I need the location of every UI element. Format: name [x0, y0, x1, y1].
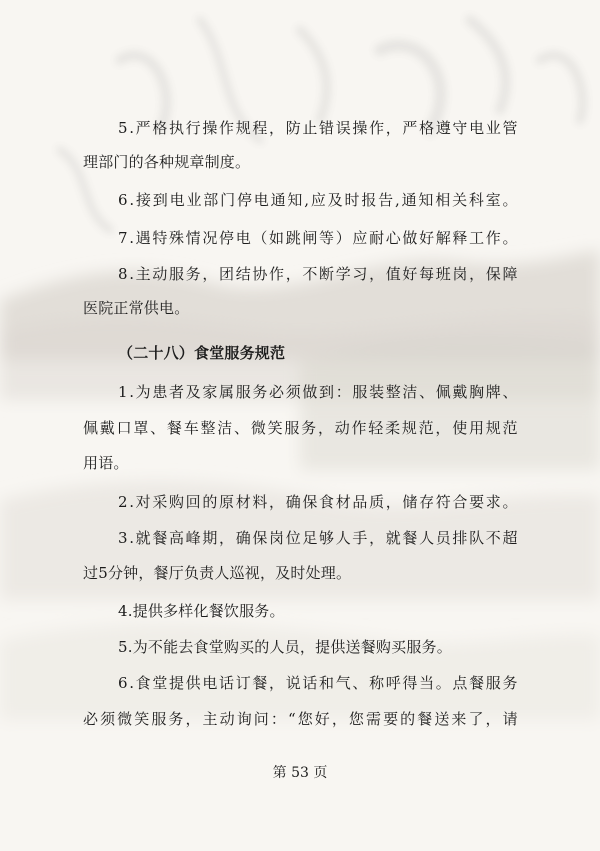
text-line-17: 必 须 微 笑 服 务 ， 主 动 询 问 ： “ 您 好 ， 您 需 要 的 餐 送 来 了 ， 请: [83, 710, 518, 728]
section-heading: （二十八）食堂服务规范: [118, 344, 286, 362]
text-line-14: 4.提供多样化餐饮服务。: [118, 602, 285, 620]
text-line-1: 5 . 严 格 执 行 操 作 规 程 ， 防 止 错 误 操 作 ， 严 格 遵 守 电 业 管: [118, 119, 518, 137]
text-line-6: 医院正常供电。: [83, 299, 190, 317]
text-line-15: 5.为不能去食堂购买的人员，提供送餐购买服务。: [118, 638, 452, 656]
text-line-16: 6 . 食 堂 提 供 电 话 订 餐 ， 说 话 和 气 、 称 呼 得 当 。 点 餐 服 务: [118, 674, 518, 692]
text-line-2: 理部门的各种规章制度。: [83, 153, 251, 171]
text-line-13: 过5分钟，餐厅负责人巡视，及时处理。: [83, 564, 352, 582]
page-number: 第 53 页: [272, 765, 328, 781]
text-line-3: 6 . 接 到 电 业 部 门 停 电 通 知 , 应 及 时 报 告 , 通 知 相 关 科 室 。: [118, 191, 518, 209]
text-line-11: 2 . 对 采 购 回 的 原 材 料 ， 确 保 食 材 品 质 ， 储 存 符 合 要 求 。: [118, 493, 518, 511]
text-line-4: 7 . 遇 特 殊 情 况 停 电 （ 如 跳 闸 等 ） 应 耐 心 做 好 解 释 工 作 。: [118, 229, 518, 247]
text-line-8: 1 . 为 患 者 及 家 属 服 务 必 须 做 到 ： 服 装 整 洁 、 佩 戴 胸 牌 、: [118, 383, 518, 401]
text-line-5: 8 . 主 动 服 务 ， 团 结 协 作 ， 不 断 学 习 ， 值 好 每 班 岗 ， 保 障: [118, 265, 518, 283]
text-line-12: 3 . 就 餐 高 峰 期 ， 确 保 岗 位 足 够 人 手 ， 就 餐 人 员 排 队 不 超: [118, 529, 518, 547]
text-line-9: 佩 戴 口 罩 、 餐 车 整 洁 、 微 笑 服 务 ， 动 作 轻 柔 规 范 ， 使 用 规 范: [83, 419, 518, 437]
text-line-10: 用语。: [83, 454, 129, 472]
